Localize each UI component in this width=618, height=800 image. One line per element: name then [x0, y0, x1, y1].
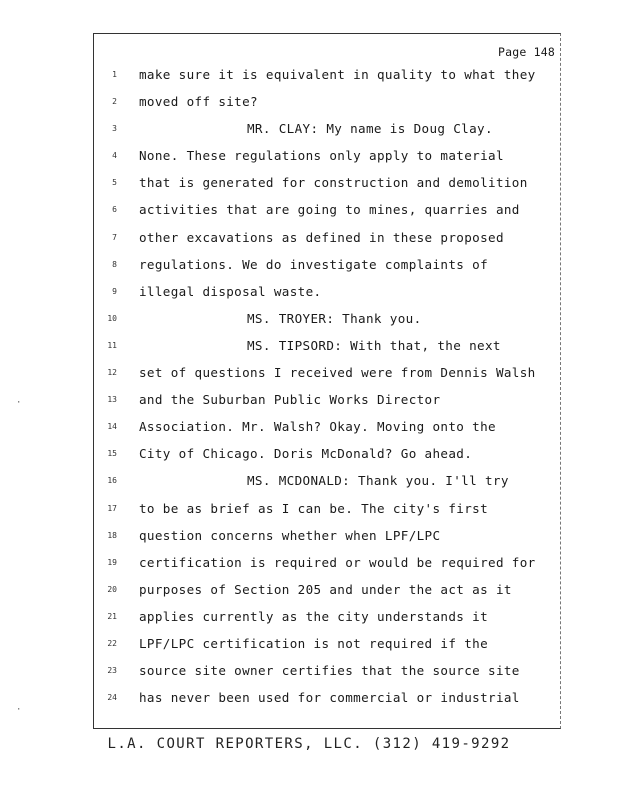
transcript-line [93, 61, 559, 88]
line-number: 15 [107, 449, 117, 459]
line-text: illegal disposal waste. [139, 283, 322, 299]
transcript-line [93, 196, 559, 223]
transcript-line [93, 359, 559, 386]
scan-speck: · [16, 705, 22, 715]
line-text: that is generated for construction and demolition [139, 175, 528, 191]
transcript-line [93, 88, 559, 115]
line-text: LPF/LPC certification is not required if the [139, 635, 489, 651]
line-text: regulations. We do investigate complaints of [139, 256, 489, 272]
line-text: MR. CLAY: My name is Doug Clay. [247, 121, 493, 137]
line-number: 23 [107, 666, 117, 676]
transcript-line [93, 305, 559, 332]
line-number: 5 [112, 178, 117, 188]
line-number: 10 [107, 313, 117, 323]
line-text: make sure it is equivalent in quality to what they [139, 67, 536, 82]
line-text: Association. Mr. Walsh? Okay. Moving onto the [139, 419, 496, 435]
transcript-lines [93, 61, 559, 711]
transcript-line [93, 549, 559, 576]
line-number: 3 [112, 124, 117, 134]
line-number: 9 [112, 286, 117, 296]
line-text: MS. TIPSORD: With that, the next [247, 337, 501, 353]
transcript-line [93, 251, 559, 278]
line-text: MS. TROYER: Thank you. [247, 310, 422, 326]
line-text: source site owner certifies that the source site [139, 663, 520, 679]
line-text: to be as brief as I can be. The city's first [139, 500, 489, 516]
scan-speck: · [16, 398, 22, 408]
transcript-line [93, 522, 559, 549]
line-text: question concerns whether when LPF/LPC [139, 527, 441, 543]
line-text: and the Suburban Public Works Director [139, 392, 441, 408]
line-number: 22 [107, 638, 117, 648]
transcript-line [93, 332, 559, 359]
transcript-line [93, 224, 559, 251]
line-number: 21 [107, 611, 117, 621]
line-text: activities that are going to mines, quarries and [139, 202, 520, 218]
transcript-line [93, 278, 559, 305]
transcript-line [93, 495, 559, 522]
line-number: 24 [107, 693, 117, 703]
transcript-line [93, 657, 559, 684]
line-text: has never been used for commercial or industrial [139, 690, 520, 706]
line-text: moved off site? [139, 94, 258, 110]
transcript-line [93, 467, 559, 494]
line-number: 20 [107, 584, 117, 594]
line-number: 17 [107, 503, 117, 513]
transcript-line [93, 386, 559, 413]
transcript-line [93, 603, 559, 630]
court-reporter-footer: L.A. COURT REPORTERS, LLC. (312) 419-9292 [107, 736, 511, 752]
line-number: 18 [107, 530, 117, 540]
line-text: certification is required or would be required for [139, 554, 536, 570]
line-text: purposes of Section 205 and under the act as it [139, 581, 512, 597]
line-number: 19 [107, 557, 117, 567]
line-text: MS. MCDONALD: Thank you. I'll try [247, 473, 509, 489]
line-number: 6 [112, 205, 117, 215]
transcript-line [93, 169, 559, 196]
transcript-line [93, 413, 559, 440]
page-number: Page 148 [498, 45, 555, 59]
line-text: set of questions I received were from Dennis Walsh [139, 365, 536, 381]
transcript-line [93, 440, 559, 467]
line-number: 16 [107, 476, 117, 486]
line-number: 11 [107, 340, 117, 350]
line-number: 7 [112, 232, 117, 242]
line-number: 8 [112, 259, 117, 269]
line-text: City of Chicago. Doris McDonald? Go ahead. [139, 446, 473, 462]
line-number: 1 [112, 70, 117, 79]
transcript-line [93, 115, 559, 142]
line-number: 14 [107, 422, 117, 432]
line-number: 12 [107, 368, 117, 378]
transcript-line [93, 630, 559, 657]
line-text: applies currently as the city understands it [139, 608, 489, 624]
transcript-line [93, 142, 559, 169]
line-number: 4 [112, 151, 117, 161]
line-number: 13 [107, 395, 117, 405]
transcript-line [93, 576, 559, 603]
transcript-line [93, 684, 559, 711]
line-text: other excavations as defined in these proposed [139, 229, 504, 245]
line-text: None. These regulations only apply to material [139, 148, 504, 164]
line-number: 2 [112, 97, 117, 107]
